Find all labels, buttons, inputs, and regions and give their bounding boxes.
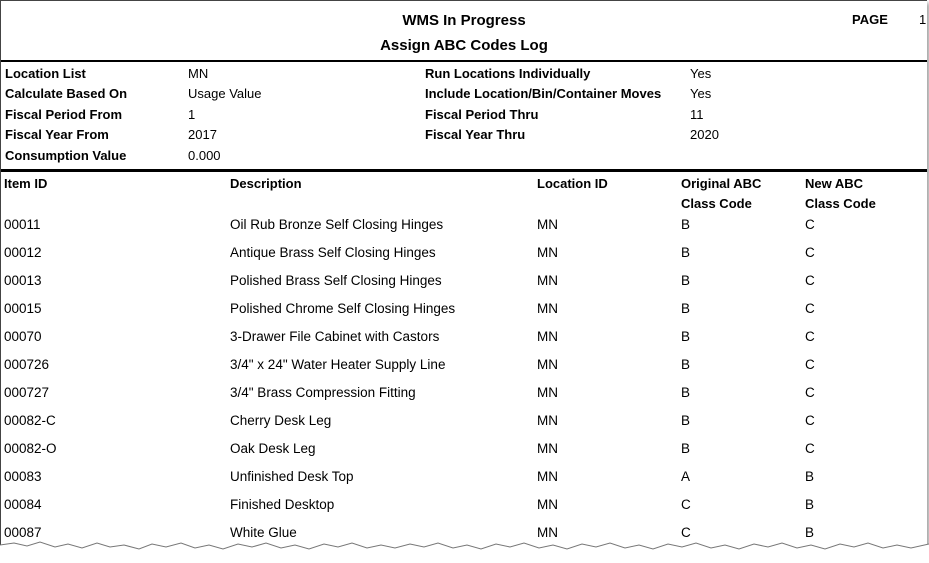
original-code-cell: B bbox=[681, 273, 691, 288]
table-row bbox=[1, 273, 927, 295]
param-value-include-moves: Yes bbox=[690, 86, 712, 101]
location-id-cell: MN bbox=[537, 217, 558, 232]
new-code-cell: C bbox=[805, 301, 815, 316]
table-row bbox=[1, 329, 927, 351]
item-id-cell: 00011 bbox=[4, 217, 41, 232]
param-value-consumption-value: 0.000 bbox=[188, 148, 221, 163]
original-code-cell: C bbox=[681, 497, 691, 512]
report-subtitle: Assign ABC Codes Log bbox=[380, 37, 548, 54]
column-header-original-class-code: Class Code bbox=[681, 196, 752, 211]
table-row bbox=[1, 497, 927, 519]
report-title: WMS In Progress bbox=[402, 12, 526, 29]
param-label-include-moves: Include Location/Bin/Container Moves bbox=[425, 86, 662, 101]
new-code-cell: B bbox=[805, 469, 815, 484]
item-id-cell: 00087 bbox=[4, 525, 42, 540]
header-divider bbox=[1, 60, 927, 62]
new-code-cell: C bbox=[805, 329, 815, 344]
item-id-cell: 00083 bbox=[4, 469, 42, 484]
column-header-description: Description bbox=[230, 176, 302, 191]
description-cell: Unfinished Desk Top bbox=[230, 469, 354, 484]
param-label-location-list: Location List bbox=[5, 66, 86, 81]
param-value-run-locations-individually: Yes bbox=[690, 66, 712, 81]
param-value-fiscal-year-from: 2017 bbox=[188, 127, 217, 142]
description-cell: Cherry Desk Leg bbox=[230, 413, 332, 428]
param-label-calculate-based-on: Calculate Based On bbox=[5, 86, 128, 101]
param-value-location-list: MN bbox=[188, 66, 209, 81]
new-code-cell: C bbox=[805, 413, 815, 428]
description-cell: White Glue bbox=[230, 525, 297, 540]
table-row bbox=[1, 245, 927, 267]
description-cell: 3/4" x 24" Water Heater Supply Line bbox=[230, 357, 446, 372]
param-value-calculate-based-on: Usage Value bbox=[188, 86, 262, 101]
table-row bbox=[1, 357, 927, 379]
location-id-cell: MN bbox=[537, 385, 558, 400]
item-id-cell: 00012 bbox=[4, 245, 42, 260]
torn-edge-decoration bbox=[0, 523, 929, 563]
item-id-cell: 000726 bbox=[4, 357, 50, 372]
table-row bbox=[1, 301, 927, 323]
column-header-original-abc: Original ABC bbox=[681, 176, 762, 191]
original-code-cell: B bbox=[681, 329, 691, 344]
item-id-cell: 00070 bbox=[4, 329, 42, 344]
new-code-cell: B bbox=[805, 497, 815, 512]
location-id-cell: MN bbox=[537, 469, 558, 484]
param-label-fiscal-year-thru: Fiscal Year Thru bbox=[425, 127, 526, 142]
original-code-cell: B bbox=[681, 217, 691, 232]
item-id-cell: 00082-C bbox=[4, 413, 56, 428]
location-id-cell: MN bbox=[537, 245, 558, 260]
param-value-fiscal-period-thru: 11 bbox=[690, 107, 704, 122]
table-row bbox=[1, 469, 927, 491]
location-id-cell: MN bbox=[537, 357, 558, 372]
new-code-cell: C bbox=[805, 217, 815, 232]
item-id-cell: 00015 bbox=[4, 301, 42, 316]
description-cell: 3/4" Brass Compression Fitting bbox=[230, 385, 416, 400]
description-cell: Finished Desktop bbox=[230, 497, 335, 512]
column-header-new-class-code: Class Code bbox=[805, 196, 876, 211]
param-label-consumption-value: Consumption Value bbox=[5, 148, 127, 163]
description-cell: Oil Rub Bronze Self Closing Hinges bbox=[230, 217, 444, 232]
new-code-cell: C bbox=[805, 273, 815, 288]
param-label-fiscal-year-from: Fiscal Year From bbox=[5, 127, 109, 142]
new-code-cell: C bbox=[805, 245, 815, 260]
original-code-cell: C bbox=[681, 525, 691, 540]
param-value-fiscal-year-thru: 2020 bbox=[690, 127, 719, 142]
location-id-cell: MN bbox=[537, 497, 558, 512]
new-code-cell: C bbox=[805, 357, 815, 372]
original-code-cell: B bbox=[681, 441, 691, 456]
description-cell: Antique Brass Self Closing Hinges bbox=[230, 245, 436, 260]
column-header-item-id: Item ID bbox=[4, 176, 48, 191]
page-number: 1 bbox=[919, 12, 927, 27]
table-row bbox=[1, 385, 927, 407]
new-code-cell: C bbox=[805, 441, 815, 456]
item-id-cell: 00084 bbox=[4, 497, 42, 512]
new-code-cell: B bbox=[805, 525, 815, 540]
original-code-cell: B bbox=[681, 357, 691, 372]
original-code-cell: B bbox=[681, 245, 691, 260]
location-id-cell: MN bbox=[537, 329, 558, 344]
new-code-cell: C bbox=[805, 385, 815, 400]
location-id-cell: MN bbox=[537, 273, 558, 288]
table-row bbox=[1, 413, 927, 435]
column-header-location-id: Location ID bbox=[537, 176, 608, 191]
column-header-new-abc: New ABC bbox=[805, 176, 864, 191]
item-id-cell: 00082-O bbox=[4, 441, 57, 456]
location-id-cell: MN bbox=[537, 441, 558, 456]
item-id-cell: 00013 bbox=[4, 273, 42, 288]
description-cell: Oak Desk Leg bbox=[230, 441, 316, 456]
param-label-fiscal-period-thru: Fiscal Period Thru bbox=[425, 107, 539, 122]
original-code-cell: A bbox=[681, 469, 691, 484]
params-divider bbox=[1, 169, 927, 172]
description-cell: Polished Chrome Self Closing Hinges bbox=[230, 301, 456, 316]
location-id-cell: MN bbox=[537, 525, 558, 540]
table-row bbox=[1, 441, 927, 463]
param-label-fiscal-period-from: Fiscal Period From bbox=[5, 107, 123, 122]
location-id-cell: MN bbox=[537, 301, 558, 316]
description-cell: Polished Brass Self Closing Hinges bbox=[230, 273, 442, 288]
table-row bbox=[1, 217, 927, 239]
original-code-cell: B bbox=[681, 301, 691, 316]
item-id-cell: 000727 bbox=[4, 385, 50, 400]
param-label-run-locations-individually: Run Locations Individually bbox=[425, 66, 591, 81]
description-cell: 3-Drawer File Cabinet with Castors bbox=[230, 329, 440, 344]
original-code-cell: B bbox=[681, 385, 691, 400]
param-value-fiscal-period-from: 1 bbox=[188, 107, 196, 122]
original-code-cell: B bbox=[681, 413, 691, 428]
location-id-cell: MN bbox=[537, 413, 558, 428]
page-label: PAGE bbox=[852, 12, 888, 27]
